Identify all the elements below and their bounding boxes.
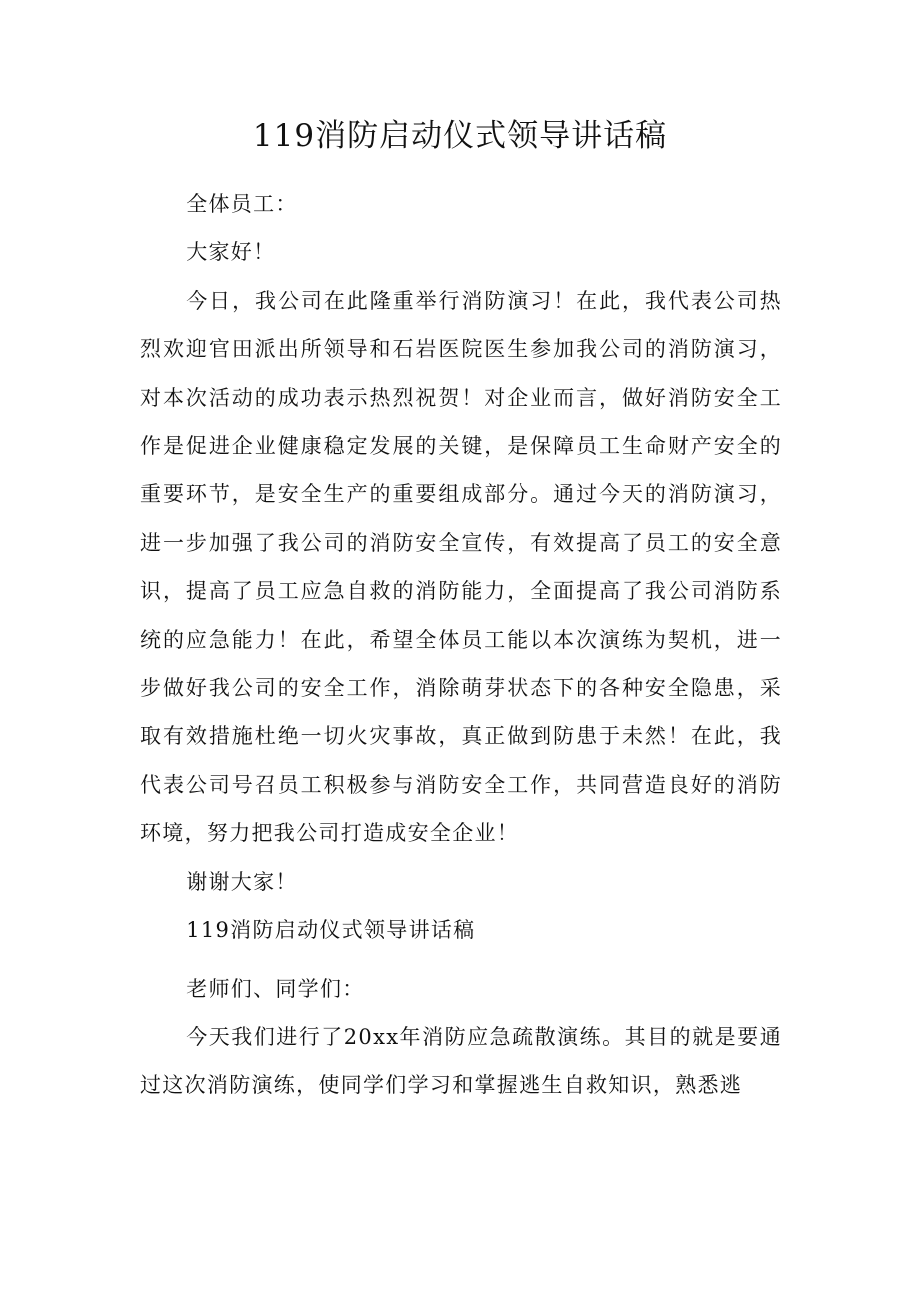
document-body — [140, 180, 782, 1110]
greeting: 大家好！ — [186, 240, 276, 265]
closing-thanks: 谢谢大家！ — [186, 869, 298, 894]
second-speech-paragraph: 今天我们进行了20xx年消防应急疏散演练。其目的就是要通过这次消防演练，使同学们学习和掌握逃生自救知识，熟悉逃 — [140, 1024, 782, 1098]
second-salutation: 老师们、同学们： — [186, 976, 365, 1001]
second-speech-title: 119消防启动仪式领导讲话稿 — [186, 918, 476, 943]
salutation: 全体员工： — [186, 192, 298, 216]
speech-paragraph: 今日，我公司在此隆重举行消防演习！在此，我代表公司热烈欢迎官田派出所领导和石岩医院医生参加我公司的消防演习，对本次活动的成功表示热烈祝贺！对企业而言，做好消防安全工作是促进企业健康稳定发展的关键，是保障员工生命财产安全的重要环节，是安全生产的重要组成部分。通过今天的消防演习，进一步加强了我公司的消防安全宣传，有效提高了员工的安全意识，提高了员工应急自救的消防能力，全面提高了我公司消防系统的应急能力！在此，希望全体员工能以本次演练为契机，进一步做好我公司的安全工作，消除萌芽状态下的各种安全隐患，采取有效措施杜绝一切火灾事故，真正做到防患于未然！在此，我代表公司号召员工积极参与消防安全工作，共同营造良好的消防环境，努力把我公司打造成安全企业！ — [140, 288, 782, 846]
page-title: 119消防启动仪式领导讲话稿 — [252, 118, 668, 154]
